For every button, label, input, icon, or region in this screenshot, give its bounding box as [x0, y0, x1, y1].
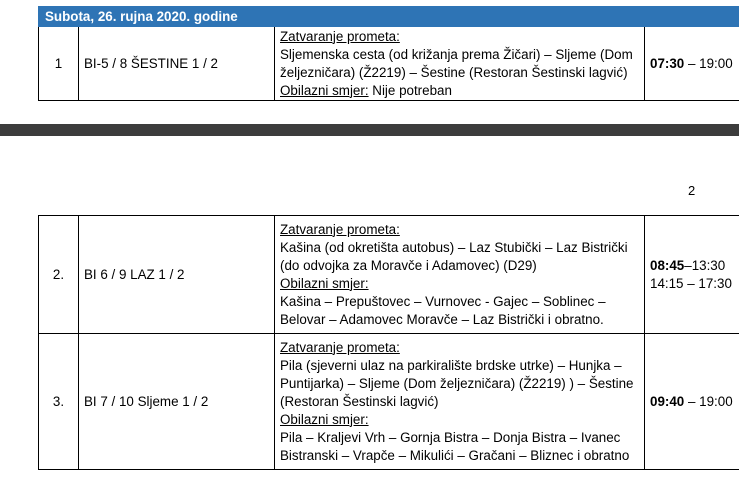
time-end: –13:30 [684, 257, 726, 273]
closure-line: (do odvojka za Moravče i Adamovec) (D29) [280, 257, 537, 273]
page-number: 2 [688, 183, 696, 198]
row-number: 2. [39, 216, 79, 334]
time-start: 09:40 [650, 393, 685, 409]
row-number: 3. [39, 334, 79, 470]
date-header-row [39, 7, 739, 27]
route-code: BI 7 / 10 Sljeme 1 / 2 [79, 334, 275, 470]
detour-line: Belovar – Adamovec Moravče – Laz Bistrički i obratno. [280, 311, 604, 327]
detour-line: Pila – Kraljevi Vrh – Gornja Bistra – Donja Bistra – Ivanec [280, 429, 621, 445]
time-end: – 19:00 [684, 393, 733, 409]
time-cell [645, 334, 739, 470]
date-header: Subota, 26. rujna 2020. godine [39, 7, 739, 27]
closure-label: Zatvaranje prometa: [280, 339, 400, 355]
table-row [39, 27, 739, 101]
closure-line: Sljemenska cesta (od križanja prema Žičari) – Sljeme (Dom [280, 46, 633, 62]
closure-line: Kašina (od okretišta autobus) – Laz Stubički – Laz Bistrički [280, 239, 628, 255]
schedule-table-top [38, 6, 739, 101]
detour-line: Kašina – Prepuštovec – Vurnovec - Gajec – Soblinec – [280, 293, 606, 309]
schedule-table-bottom [38, 215, 739, 470]
route-description [275, 334, 645, 470]
time-cell [645, 216, 739, 334]
detour-label: Obilazni smjer: [280, 411, 369, 427]
page-separator [0, 124, 739, 136]
route-code: BI-5 / 8 ŠESTINE 1 / 2 [79, 27, 275, 101]
detour-line: Bistranski – Vrapče – Mikulići – Gračani – Bliznec i obratno [280, 447, 630, 463]
detour-line [280, 82, 639, 100]
row-number: 1 [39, 27, 79, 101]
time-cell [645, 27, 739, 101]
closure-label: Zatvaranje prometa: [280, 28, 400, 44]
detour-label: Obilazni smjer: [280, 82, 369, 98]
time-start: 08:45 [650, 257, 685, 273]
closure-line: Pila (sjeverni ulaz na parkiralište brdske utrke) – Hunjka – [280, 357, 622, 373]
table-row [39, 334, 739, 470]
route-description [275, 216, 645, 334]
time-slot [650, 257, 739, 275]
time-slot: 14:15 – 17:30 [650, 275, 732, 291]
closure-line: Puntijarka) – Sljeme (Dom željezničara) (Ž2219) ) – Šestine [280, 375, 634, 391]
closure-line: (Restoran Šestinski lagvić) [280, 393, 439, 409]
detour-text: Nije potreban [368, 82, 452, 98]
route-description [275, 27, 645, 101]
detour-label: Obilazni smjer: [280, 275, 369, 291]
closure-line: željezničara) (Ž2219) – Šestine (Restoran Šestinski lagvić) [280, 64, 628, 80]
table-row [39, 216, 739, 334]
time-end: – 19:00 [684, 55, 733, 71]
route-code: BI 6 / 9 LAZ 1 / 2 [79, 216, 275, 334]
closure-label: Zatvaranje prometa: [280, 221, 400, 237]
time-start: 07:30 [650, 55, 685, 71]
